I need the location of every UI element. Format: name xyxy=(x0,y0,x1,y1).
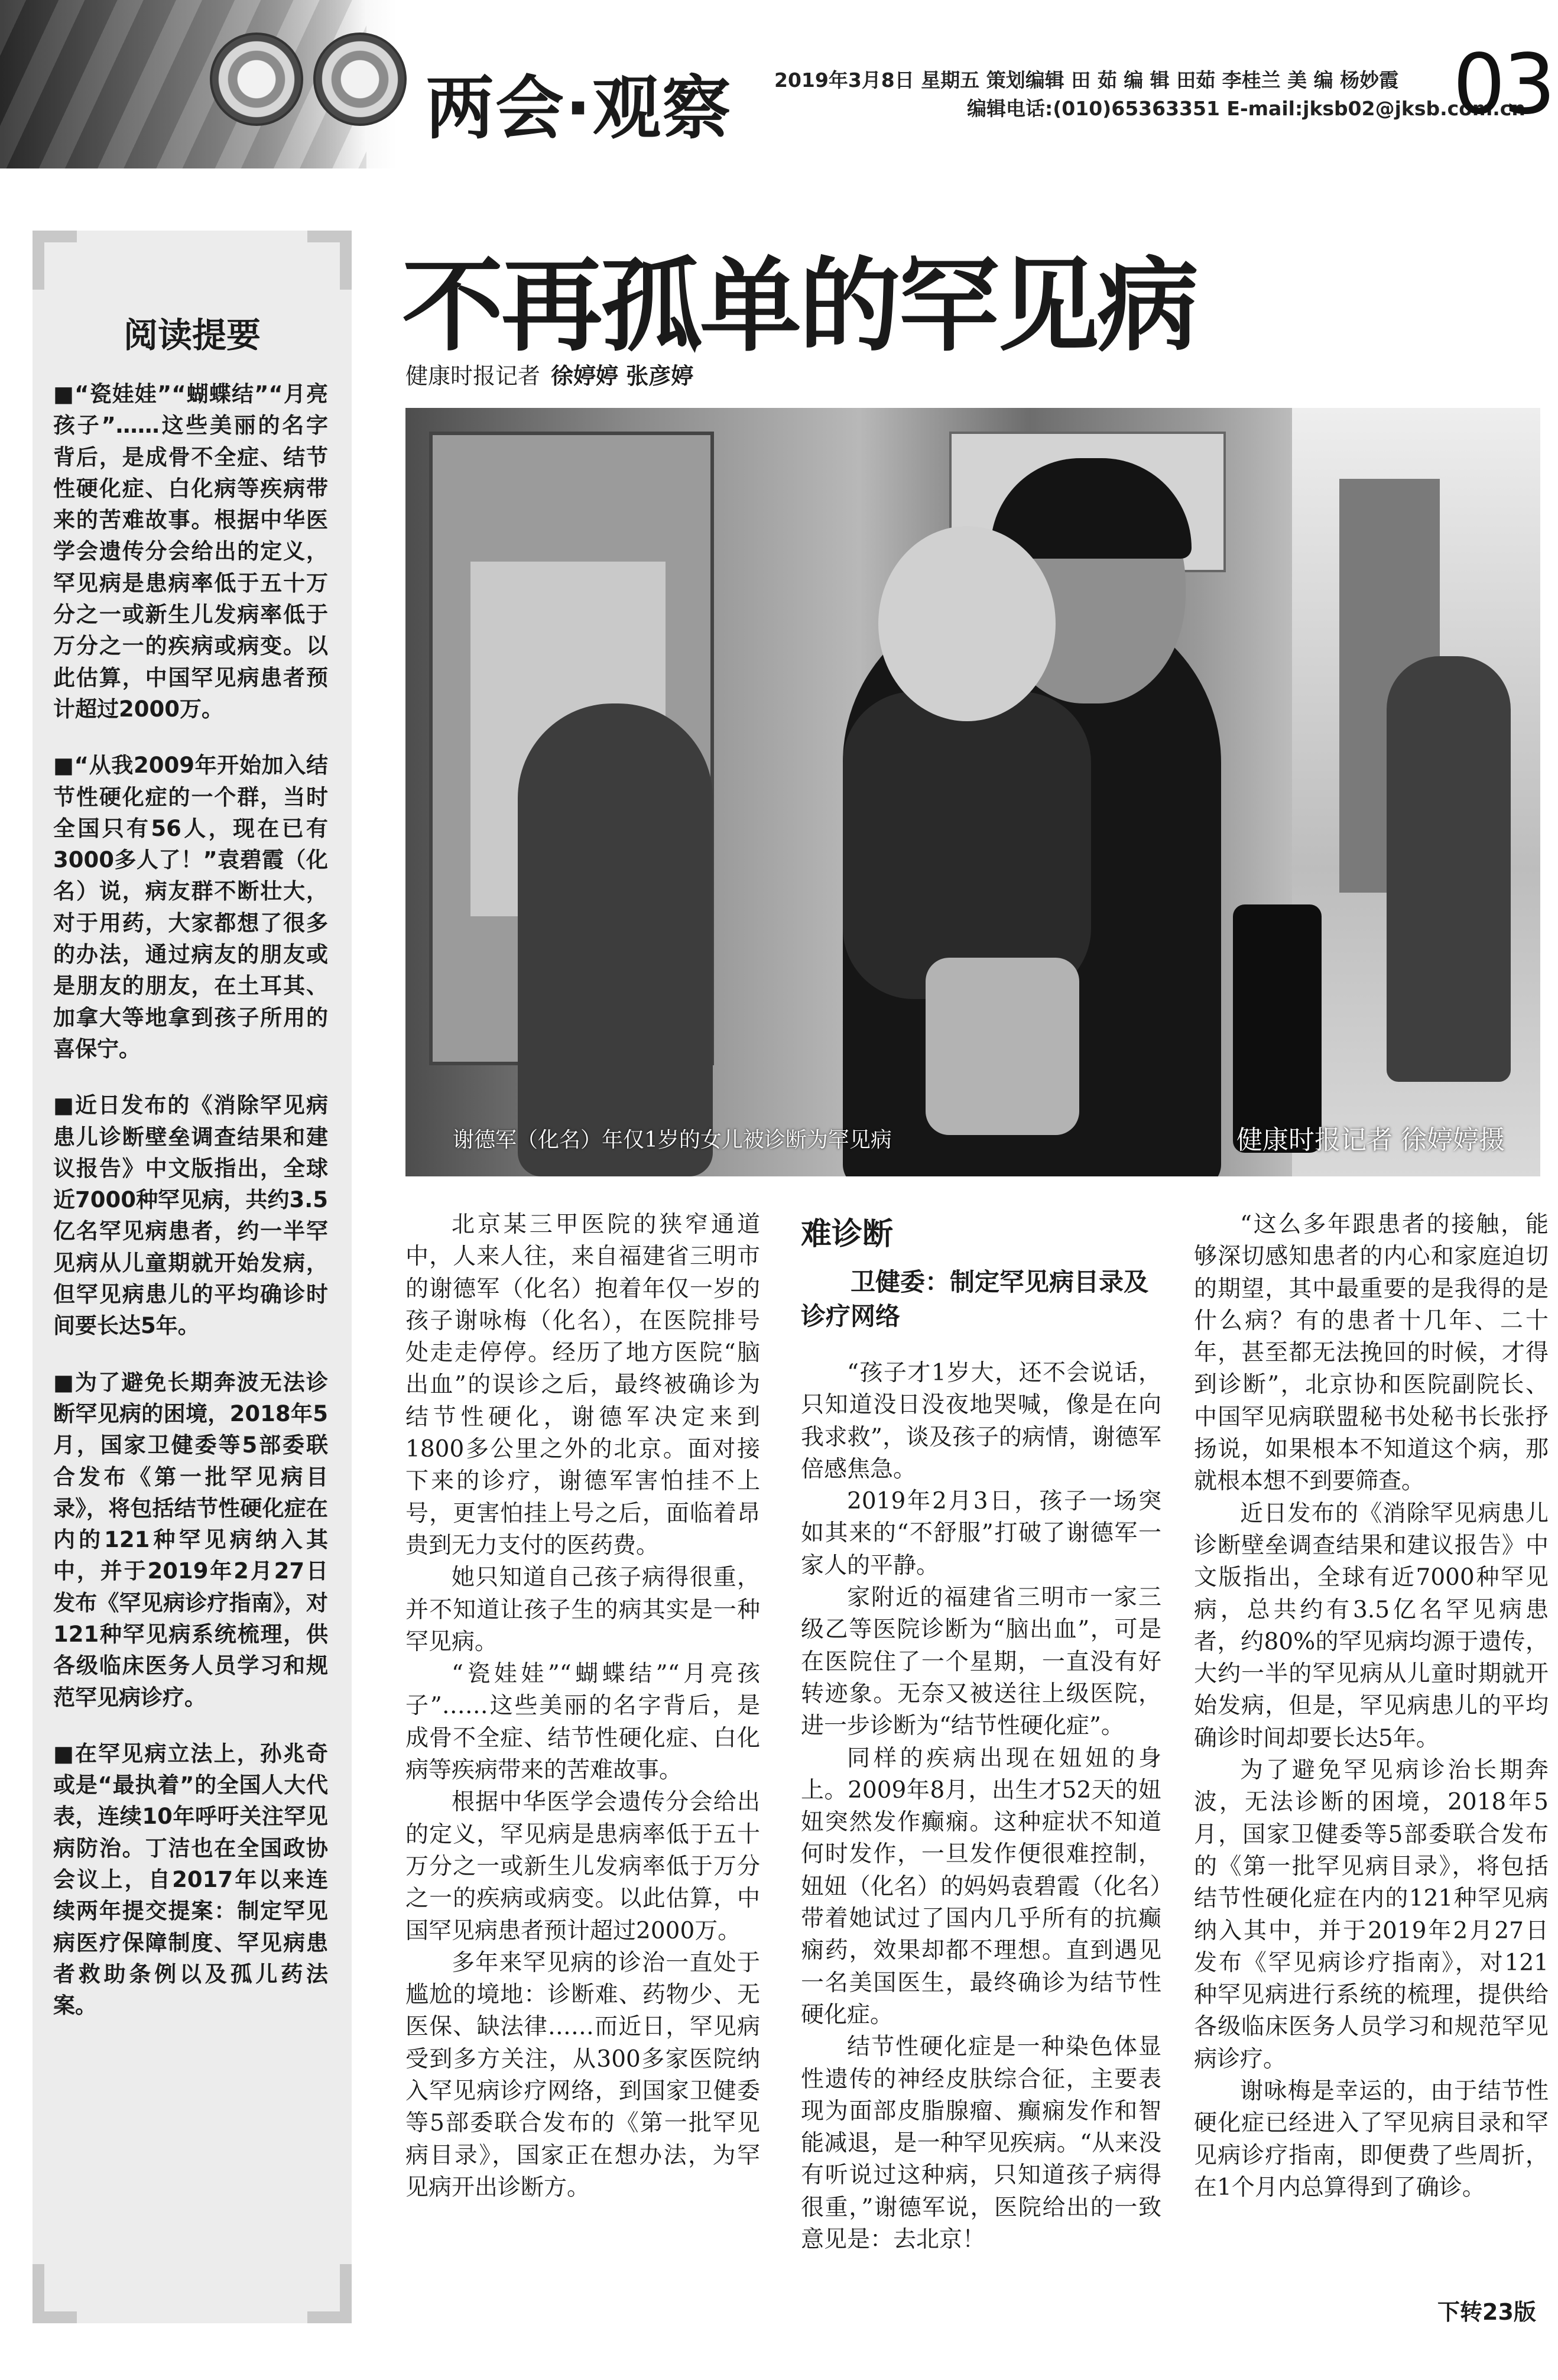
paragraph: “瓷娃娃”“蝴蝶结”“月亮孩子”……这些美丽的名字背后，是成骨不全症、结节性硬化症、白化病等疾病带来的苦难故事。 xyxy=(405,1661,760,1784)
npc-emblem-icon xyxy=(313,33,407,126)
byline xyxy=(405,358,693,390)
box-corner xyxy=(33,231,44,290)
summary-item: ■“从我2009年开始加入结节性硬化症的一个群，当时全国只有56人，现在已有3000多人了！”袁碧霞（化名）说，病友群不断壮大，对于用药，大家都想了很多的办法，通过病友的朋友或是朋友的朋友，在土耳其、加拿大等地拿到孩子所用的喜保宁。 xyxy=(53,753,328,1062)
paragraph: “这么多年跟患者的接触，能够深切感知患者的内心和家庭迫切的期望，其中最重要的是我得的是什么病？有的患者十几年、二十年，甚至都无法挽回的时候，才得到诊断”，北京协和医院副院长、中国罕见病联盟秘书处秘书长张抒扬说，如果根本不知道这个病，那就根本想不到要筛查。 xyxy=(1194,1211,1549,1495)
summary-item: ■近日发布的《消除罕见病患儿诊断壁垒调查结果和建议报告》中文版指出，全球近7000种罕见病，共约3.5亿名罕见病患者，约一半罕见病从儿童期就开始发病，但罕见病患儿的平均确诊时间要长达5年。 xyxy=(53,1092,328,1339)
photo-passerby xyxy=(518,703,713,1176)
photo-passerby xyxy=(1387,656,1511,1082)
paragraph: “孩子才1岁大，还不会说话，只知道没日没夜地哭喊，像是在向我求救”，谈及孩子的病情，谢德军倍感焦急。 xyxy=(801,1360,1161,1483)
national-emblem-icon xyxy=(210,33,303,126)
byline-prefix: 健康时报记者 xyxy=(405,363,541,389)
paragraph: 近日发布的《消除罕见病患儿诊断壁垒调查结果和建议报告》中文版指出，全球有近7000种罕见病，总共约有3.5亿名罕见病患者，约80%的罕见病均源于遗传，大约一半的罕见病从儿童时期就开始发病，但是，罕见病患儿的平均确诊时间却要长达5年。 xyxy=(1194,1500,1549,1752)
photo-bag xyxy=(1233,904,1322,1153)
summary-item: ■在罕见病立法上，孙兆奇或是“最执着”的全国人大代表，连续10年呼吁关注罕见病防治。丁洁也在全国政协会议上，自2017年以来连续两年提交提案：制定罕见病医疗保障制度、罕见病患者救助条例以及孤儿药法案。 xyxy=(53,1740,328,2019)
summary-item: ■为了避免长期奔波无法诊断罕见病的困境，2018年5月，国家卫健委等5部委联合发布《第一批罕见病目录》，将包括结节性硬化症在内的121种罕见病纳入其中，并于2019年2月27日发布《罕见病诊疗指南》，对121种罕见病系统梳理，供各级临床医务人员学习和规范罕见病诊疗。 xyxy=(53,1369,328,1710)
photo-credit: 健康时报记者 徐婷婷摄 xyxy=(1236,1125,1505,1155)
page-number: 03 xyxy=(1453,37,1554,133)
sidebar-title: 阅读提要 xyxy=(123,315,261,355)
section-title: 两会·观察 xyxy=(426,69,732,148)
paragraph: 根据中华医学会遗传分会给出的定义，罕见病是患病率低于五十万分之一或新生儿发病率低于万分之一的疾病或病变。以此估算，中国罕见病患者预计超过2000万。 xyxy=(405,1789,760,1944)
box-corner xyxy=(340,231,352,290)
summary-item: ■“瓷娃娃”“蝴蝶结”“月亮孩子”……这些美丽的名字背后，是成骨不全症、结节性硬化症、白化病等疾病带来的苦难故事。根据中华医学会遗传分会给出的定义，罕见病是患病率低于五十万分之一或新生儿发病率低于万分之一的疾病或病变。以此估算，中国罕见病患者预计超过2000万。 xyxy=(53,381,328,722)
section-subheading: 卫健委：制定罕见病目录及诊疗网络 xyxy=(801,1267,1149,1331)
continued-on-page: 下转23版 xyxy=(1437,2299,1536,2325)
sidebar-items xyxy=(53,378,328,2047)
article-headline: 不再孤单的罕见病 xyxy=(402,245,1196,365)
article-column-2 xyxy=(801,1209,1161,2256)
article-column-3 xyxy=(1194,1209,1549,2204)
photo-caption: 谢德军（化名）年仅1岁的女儿被诊断为罕见病 xyxy=(453,1128,892,1152)
paragraph: 家附近的福建省三明市一家三级乙等医院诊断为“脑出血”，可是在医院住了一个星期，一直没有好转迹象。无奈又被送往上级医院，进一步诊断为“结节性硬化症”。 xyxy=(801,1584,1161,1740)
flag-graphic xyxy=(0,0,366,168)
paragraph: 同样的疾病出现在妞妞的身上。2009年8月，出生才52天的妞妞突然发作癫痫。这种症状不知道何时发作，一旦发作便很难控制，妞妞（化名）的妈妈袁碧霞（化名）带着她试过了国内几乎所有的抗癫痫药，效果却都不理想。直到遇见一名美国医生，最终确诊为结节性硬化症。 xyxy=(801,1745,1161,2028)
paragraph: 北京某三甲医院的狭窄通道中，人来人往，来自福建省三明市的谢德军（化名）抱着年仅一岁的孩子谢咏梅（化名），在医院排号处走走停停。经历了地方医院“脑出血”的误诊之后，最终被确诊为结节性硬化，谢德军决定来到1800多公里之外的北京。面对接下来的诊疗，谢德军害怕挂不上号，更害怕挂上号之后，面临着昂贵到无力支付的医药费。 xyxy=(405,1211,760,1559)
contact-info: 编辑电话:(010)65363351 E-mail:jksb02@jksb.com.cn xyxy=(967,97,1525,120)
photo-baby xyxy=(843,692,1091,999)
article-column-1 xyxy=(405,1209,760,2204)
paragraph: 结节性硬化症是一种染色体显性遗传的神经皮肤综合征，主要表现为面部皮脂腺瘤、癫痫发作和智能减退，是一种罕见疾病。“从来没有听说过这种病，只知道孩子病得很重，”谢德军说，医院给出的一致意见是：去北京！ xyxy=(801,2034,1161,2253)
photo-baby-legs xyxy=(926,958,1079,1135)
paragraph: 多年来罕见病的诊治一直处于尴尬的境地：诊断难、药物少、无医保、缺法律……而近日，罕见病受到多方关注，从300多家医院纳入罕见病诊疗网络，到国家卫健委等5部委联合发布的《第一批罕见病目录》，国家正在想办法，为罕见病开出诊断方。 xyxy=(405,1949,760,2201)
paragraph: 谢咏梅是幸运的，由于结节性硬化症已经进入了罕见病目录和罕见病诊疗指南，即便费了些周折，在1个月内总算得到了确诊。 xyxy=(1194,2078,1549,2201)
news-photo xyxy=(405,408,1540,1176)
section-heading: 难诊断 xyxy=(801,1216,894,1252)
paragraph: 为了避免罕见病诊治长期奔波，无法诊断的困境，2018年5月，国家卫健委等5部委联合发布的《第一批罕见病目录》，将包括结节性硬化症在内的121种罕见病纳入其中，并于2019年2月27日发布《罕见病诊疗指南》，对121种罕见病进行系统的梳理，提供给各级临床医务人员学习和规范罕见病诊疗。 xyxy=(1194,1757,1549,2073)
paragraph: 她只知道自己孩子病得很重，并不知道让孩子生的病其实是一种罕见病。 xyxy=(405,1564,760,1655)
box-corner xyxy=(33,2264,44,2323)
box-corner xyxy=(340,2264,352,2323)
photo-baby-head xyxy=(878,526,1056,721)
edition-info: 2019年3月8日 星期五 策划编辑 田 茹 编 辑 田茹 李桂兰 美 编 杨妙霞 xyxy=(774,69,1399,92)
byline-names: 徐婷婷 张彦婷 xyxy=(551,362,694,389)
paragraph: 2019年2月3日，孩子一场突如其来的“不舒服”打破了谢德军一家人的平静。 xyxy=(801,1488,1161,1579)
